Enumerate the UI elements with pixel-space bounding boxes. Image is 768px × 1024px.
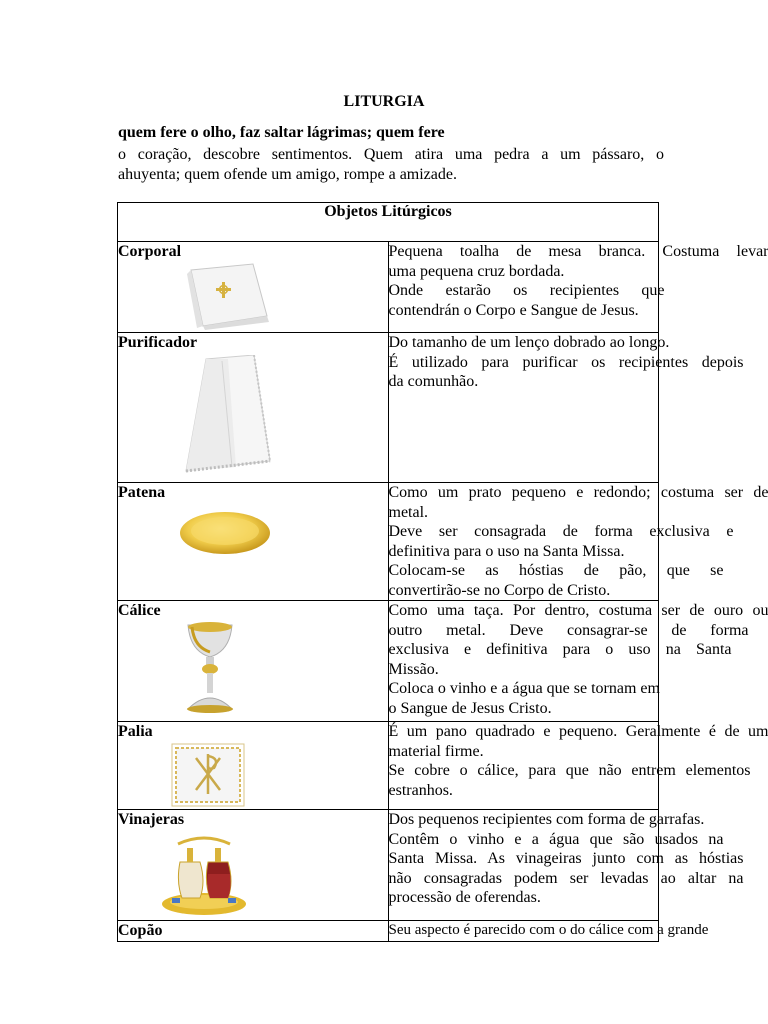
item-description-cell [388,483,768,601]
item-name: Patena [118,484,166,501]
description-line: Coloca o vinho e a água que se tornam em [388,680,660,697]
item-description-cell [388,722,768,810]
description-line: o Sangue de Jesus Cristo. [388,699,552,717]
description-line: Dos pequenos recipientes com forma de garrafas. [388,811,705,828]
description-line: Onde estarão os recipientes que [388,282,665,299]
description-line: exclusiva e definitiva para o uso na Santa [388,641,732,658]
item-name: Cálice [118,602,161,619]
description-line: definitiva para o uso na Santa Missa. [388,542,625,560]
liturgical-objects-table [117,202,768,942]
table-header: Objetos Litúrgicos [118,203,659,242]
description-line: da comunhão. [388,373,479,390]
item-name: Palia [118,723,153,740]
item-description-cell [388,333,744,483]
item-name: Corporal [118,243,182,260]
item-description-cell [388,810,744,921]
description-line: É utilizado para purificar os recipientes depois [388,353,744,371]
description-line: material firme. [388,742,484,760]
description-line: Santa Missa. As vinageiras junto com as hóstias [388,850,744,867]
item-name-cell [118,333,389,483]
description-line: uma pequena cruz bordada. [388,262,565,280]
description-line: Contêm o vinho e a água que são usados na [388,830,724,848]
description-line: estranhos. [388,781,453,799]
item-description-cell [388,601,768,722]
table-header-row [118,203,659,242]
description-line: Pequena toalha de mesa branca. Costuma levar [388,243,768,260]
description-line: Como um prato pequeno e redondo; costuma ser de [388,484,768,501]
item-description-cell [388,921,709,942]
table-row [118,722,659,810]
table-row [118,333,659,483]
description-line: Deve ser consagrada de forma exclusiva e [388,523,734,540]
intro-line: ahuyenta; quem ofende um amigo, rompe a amizade. [118,165,457,183]
paten-icon [178,509,272,555]
table-row [118,601,659,722]
description-line: Seu aspecto é parecido com o do cálice com a grande [388,922,709,938]
description-line: metal. [388,503,429,521]
table-row [118,242,659,333]
pall-icon [170,742,246,808]
description-line: outro metal. Deve consagrar-se de forma [388,621,749,639]
item-name: Copão [118,922,163,939]
item-name-cell [118,810,389,921]
page-title: LITURGIA [343,93,425,110]
purificator-cloth-icon [178,355,278,475]
description-line: contendrán o Corpo e Sangue de Jesus. [388,301,639,319]
cruets-icon [158,832,250,918]
description-line: Missão. [388,660,439,678]
chalice-icon [180,621,240,713]
table-row [118,810,659,921]
item-name-cell [118,722,389,810]
item-name-cell [118,242,389,333]
intro-bold-line: quem fere o olho, faz saltar lágrimas; quem fere [118,124,445,141]
description-line: Colocam-se as hóstias de pão, que se [388,562,724,579]
folded-cloth-icon [183,262,273,330]
item-name-cell [118,483,389,601]
intro-line: o coração, descobre sentimentos. Quem atira uma pedra a um pássaro, o [118,146,664,163]
table-row [118,483,659,601]
item-name-cell [118,921,389,942]
table-row [118,921,659,942]
description-line: É um pano quadrado e pequeno. Geralmente é de um [388,723,768,740]
description-line: processão de oferendas. [388,889,541,906]
description-line: não consagradas podem ser levadas ao altar na [388,869,744,887]
description-line: Se cobre o cálice, para que não entrem elementos [388,762,751,779]
item-name: Vinajeras [118,811,185,828]
item-name-cell [118,601,389,722]
description-line: convertirão-se no Corpo de Cristo. [388,581,611,599]
item-name: Purificador [118,334,198,351]
description-line: Como uma taça. Por dentro, costuma ser de ouro ou [388,602,768,619]
intro-paragraph [118,145,664,184]
description-line: Do tamanho de um lenço dobrado ao longo. [388,334,670,351]
item-description-cell [388,242,768,333]
